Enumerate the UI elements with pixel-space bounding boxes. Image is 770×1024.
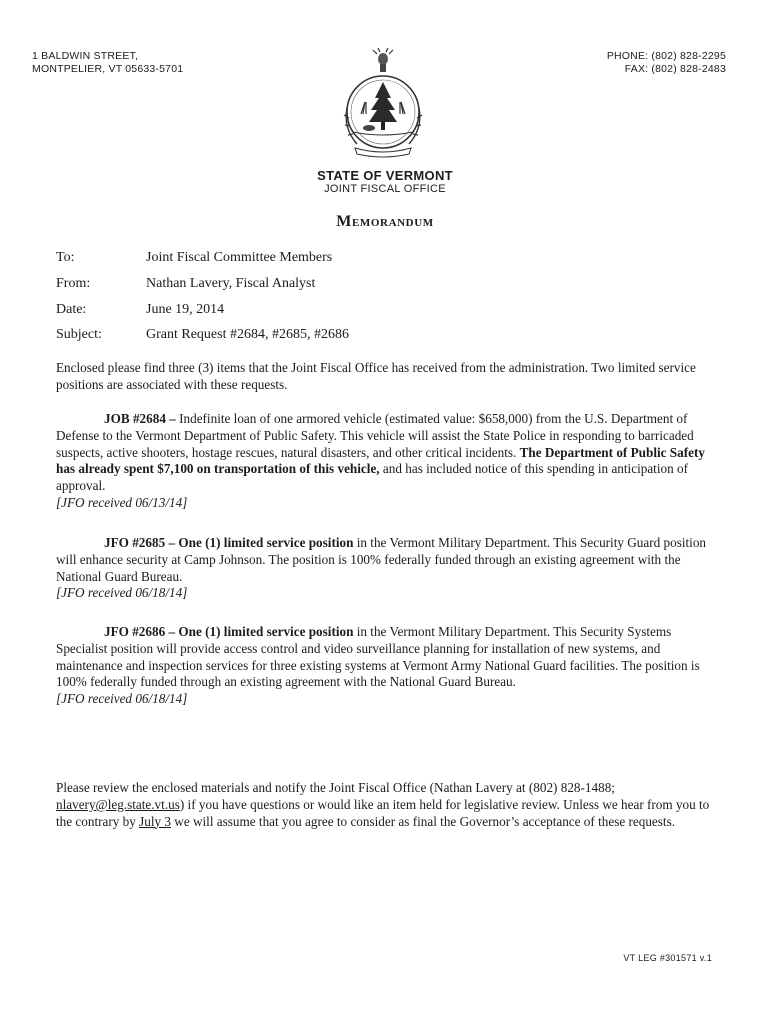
item-2684-received: [JFO received 06/13/14] — [56, 494, 188, 510]
item-2685-lead: JFO #2685 – One (1) limited service position — [104, 535, 354, 550]
date-value: June 19, 2014 — [146, 302, 225, 317]
item-2686-lead: JFO #2686 – One (1) limited service position — [104, 624, 354, 639]
item-2686 — [56, 624, 716, 708]
item-2685-body: in the Vermont Military Department. This Security Guard position will enhance security at Camp Johnson. The position is 100% federally funded through an existing agreement with the National Guard Bureau. — [56, 535, 707, 584]
closing-part-2: ) if you have questions or would like an item held for legislative review. Unless we hear from you to the contrary by — [56, 796, 710, 829]
item-2686-body: in the Vermont Military Department. This Security Systems Specialist position will provide access control and video surveillance planning for installation of new systems, and maintenance and inspection services for three existing systems at Vermont Army National Guard facilities. The position is 100% federally funded through an existing agreement with the National Guard Bureau. — [56, 624, 700, 690]
letterhead-address — [32, 50, 183, 76]
item-2685 — [56, 535, 716, 602]
memo-from-row — [56, 276, 315, 292]
document-code: VT LEG #301571 v.1 — [623, 953, 712, 963]
office-heading: JOINT FISCAL OFFICE — [324, 183, 446, 195]
fax-number: FAX: (802) 828-2483 — [624, 63, 726, 75]
item-2686-received: [JFO received 06/18/14] — [56, 691, 188, 707]
item-2685-text — [56, 535, 716, 585]
intro-paragraph: Enclosed please find three (3) items that the Joint Fiscal Office has received from the administration. Two limited service positions are associated with these requests. — [56, 360, 696, 392]
item-2685-received: [JFO received 06/18/14] — [56, 585, 188, 601]
state-heading: STATE OF VERMONT — [317, 168, 453, 183]
item-2684-bold-note: The Department of Public Safety has already spent $7,100 on transportation of this vehicle, — [56, 444, 705, 477]
memo-title: Memorandum — [336, 213, 434, 230]
from-label: From: — [56, 276, 91, 291]
subject-value: Grant Request #2684, #2685, #2686 — [146, 327, 349, 342]
from-value: Nathan Lavery, Fiscal Analyst — [146, 276, 316, 291]
item-2684-lead: JOB #2684 – — [104, 411, 176, 426]
item-2684-body: Indefinite loan of one armored vehicle (estimated value: $658,000) from the U.S. Department of Defense to the Vermont Department of Public Safety. This vehicle will assist the State Police in responding to barricaded suspects, active shooters, hostage rescues, natural disasters, and other critical incidents. — [56, 411, 694, 460]
deadline-date: July 3 — [139, 813, 171, 829]
phone-number: PHONE: (802) 828-2295 — [606, 50, 726, 62]
vermont-seal-icon — [333, 48, 433, 158]
item-2686-text — [56, 624, 716, 691]
subject-label: Subject: — [56, 327, 102, 342]
closing-paragraph — [56, 780, 716, 830]
letterhead-contact — [607, 50, 726, 76]
memo-date-row — [56, 302, 224, 318]
date-label: Date: — [56, 302, 87, 317]
memo-subject-row — [56, 327, 349, 343]
address-line-2: MONTPELIER, VT 05633-5701 — [32, 63, 184, 75]
closing-part-3: we will assume that you agree to consider as final the Governor’s acceptance of these requests. — [171, 813, 675, 829]
address-line-1: 1 BALDWIN STREET, — [32, 50, 139, 62]
item-2684-body-end: and has included notice of this spending in anticipation of approval. — [56, 461, 688, 494]
to-label: To: — [56, 250, 75, 265]
memo-to-row — [56, 250, 332, 266]
email-link[interactable]: nlavery@leg.state.vt.us — [56, 796, 180, 812]
to-value: Joint Fiscal Committee Members — [146, 250, 333, 265]
item-2684 — [56, 411, 716, 512]
item-2684-text — [56, 411, 716, 495]
closing-part-1: Please review the enclosed materials and notify the Joint Fiscal Office (Nathan Lavery at (802) 828-1488; — [56, 780, 615, 795]
